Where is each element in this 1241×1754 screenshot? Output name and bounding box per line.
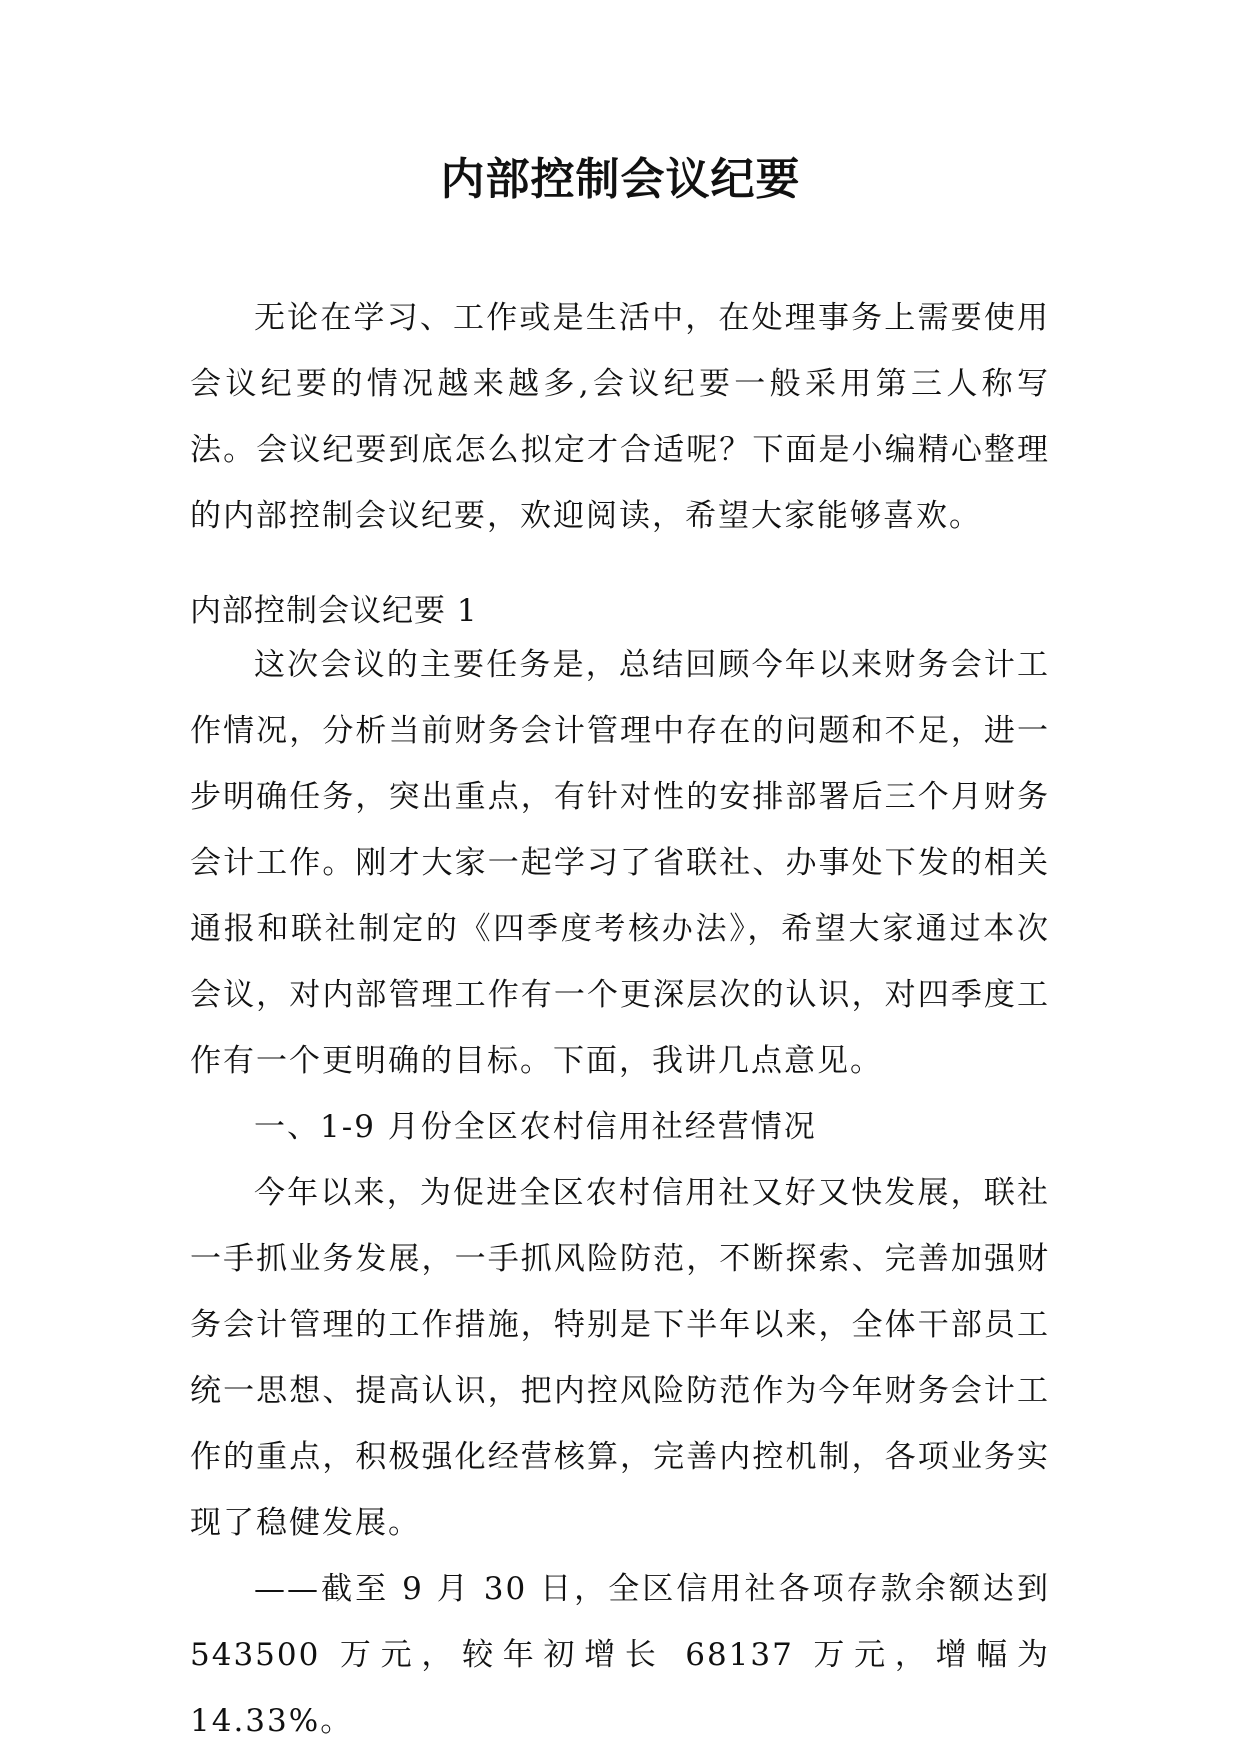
- body-paragraph: ——截至 9 月 30 日，全区信用社各项存款余额达到 543500 万元，较年初增长 68137 万元，增幅为 14.33%。: [190, 1571, 1050, 1739]
- body-paragraph: 这次会议的主要任务是，总结回顾今年以来财务会计工作情况，分析当前财务会计管理中存在的问题和不足，进一步明确任务，突出重点，有针对性的安排部署后三个月财务会计工作。刚才大家一起学习了省联社、办事处下发的相关通报和联社制定的《四季度考核办法》，希望大家通过本次会议，对内部管理工作有一个更深层次的认识，对四季度工作有一个更明确的目标。下面，我讲几点意见。: [190, 647, 1050, 1079]
- intro-paragraph: 无论在学习、工作或是生活中，在处理事务上需要使用会议纪要的情况越来越多,会议纪要一般采用第三人称写法。会议纪要到底怎么拟定才合适呢？下面是小编精心整理的内部控制会议纪要，欢迎阅读，希望大家能够喜欢。: [190, 300, 1050, 534]
- section-heading: 内部控制会议纪要 1: [190, 593, 478, 629]
- body-paragraph: 今年以来，为促进全区农村信用社又好又快发展，联社一手抓业务发展，一手抓风险防范，不断探索、完善加强财务会计管理的工作措施，特别是下半年以来，全体干部员工统一思想、提高认识，把内控风险防范作为今年财务会计工作的重点，积极强化经营核算，完善内控机制，各项业务实现了稳健发展。: [190, 1175, 1050, 1541]
- subsection-heading: 一、1-9 月份全区农村信用社经营情况: [254, 1109, 817, 1145]
- document-title: 内部控制会议纪要: [440, 154, 801, 205]
- intro-block: [190, 285, 1050, 549]
- main-body: [190, 632, 1050, 1754]
